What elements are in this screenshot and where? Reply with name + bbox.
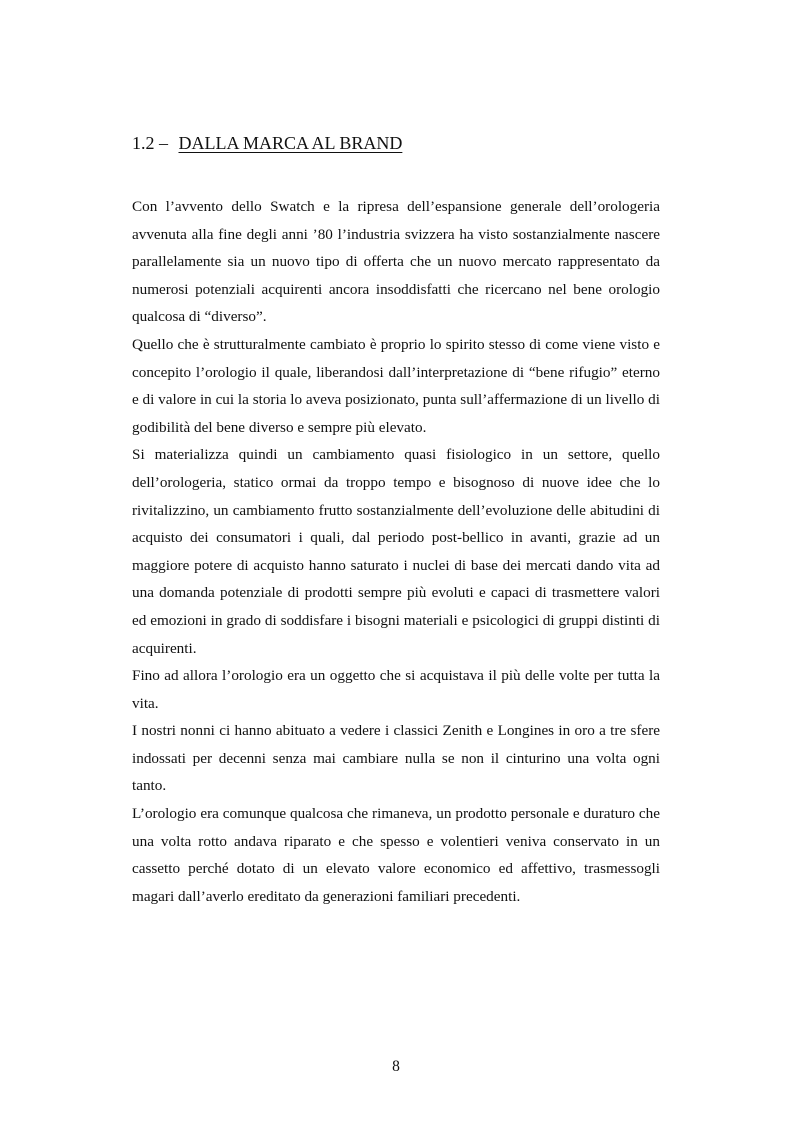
- paragraph: L’orologio era comunque qualcosa che rimaneva, un prodotto personale e duraturo che una volta rotto andava riparato e che spesso e volentieri veniva conservato in un cassetto perché dotato di un elevato valore economico ed affettivo, trasmessogli magari dall’averlo ereditato da generazioni familiari precedenti.: [132, 805, 660, 905]
- paragraph: Si materializza quindi un cambiamento quasi fisiologico in un settore, quello dell’orologeria, statico ormai da troppo tempo e bisognoso di nuove idee che lo rivitalizzino, un cambiamento frutto sostanzialmente dell’evoluzione delle abitudini di acquisto dei consumatori i quali, dal periodo post-bellico in avanti, grazie ad un maggiore potere di acquisto hanno saturato i nuclei di base dei mercati dando vita ad una domanda potenziale di prodotti sempre più evoluti e capaci di trasmettere valori ed emozioni in grado di soddisfare i bisogni materiali e psicologici di gruppi distinti di acquirenti.: [132, 446, 660, 657]
- body-text: [132, 193, 660, 910]
- section-heading: [132, 130, 402, 156]
- paragraph: Fino ad allora l’orologio era un oggetto che si acquistava il più delle volte per tutta la vita.: [132, 667, 660, 712]
- paragraph: I nostri nonni ci hanno abituato a vedere i classici Zenith e Longines in oro a tre sfere indossati per decenni senza mai cambiare nulla se non il cinturino una volta ogni tanto.: [132, 722, 660, 795]
- section-number: 1.2 –: [132, 133, 168, 153]
- paragraph: Con l’avvento dello Swatch e la ripresa dell’espansione generale dell’orologeria avvenuta alla fine degli anni ’80 l’industria svizzera ha visto sostanzialmente nascere parallelamente sia un nuovo tipo di offerta che un nuovo mercato rappresentato da numerosi potenziali acquirenti ancora insoddisfatti che ricercano nel bene orologio qualcosa di “diverso”.: [132, 198, 660, 326]
- section-title: DALLA MARCA AL BRAND: [178, 133, 403, 153]
- paragraph: Quello che è strutturalmente cambiato è proprio lo spirito stesso di come viene visto e concepito l’orologio il quale, liberandosi dall’interpretazione di “bene rifugio” eterno e di valore in cui la storia lo aveva posizionato, punta sull’affermazione di un livello di godibilità del bene diverso e sempre più elevato.: [132, 335, 660, 436]
- page-number: 8: [392, 1058, 400, 1075]
